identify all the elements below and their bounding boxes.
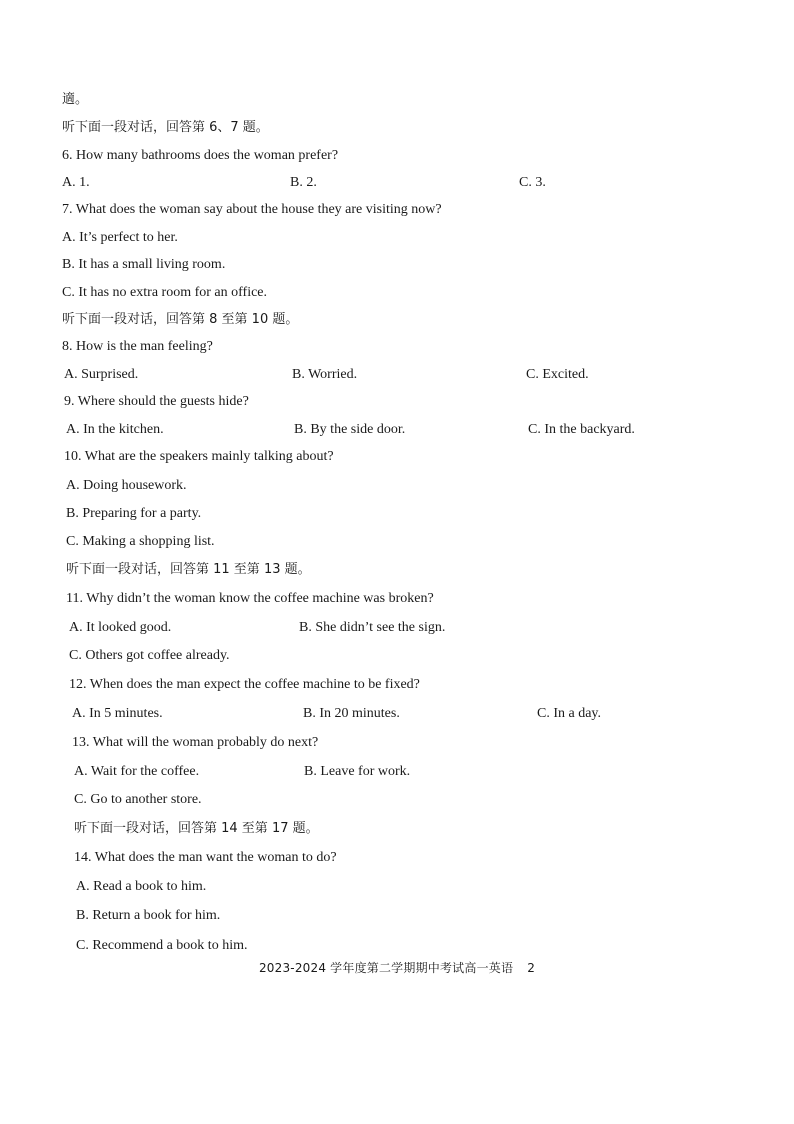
section-instruction-14-17: 听下面一段对话，回答第 14 至第 17 题。 <box>74 821 319 836</box>
option-9c: C. In the backyard. <box>528 422 635 437</box>
option-6c: C. 3. <box>519 175 546 190</box>
question-12: 12. When does the man expect the coffee machine to be fixed? <box>69 677 420 692</box>
option-7b: B. It has a small living room. <box>62 257 226 272</box>
option-10a: A. Doing housework. <box>66 478 187 493</box>
option-9a: A. In the kitchen. <box>66 422 164 437</box>
section-instruction-8-10: 听下面一段对话，回答第 8 至第 10 题。 <box>62 312 299 327</box>
option-14c: C. Recommend a book to him. <box>76 938 248 953</box>
option-11c: C. Others got coffee already. <box>69 648 230 663</box>
option-13c: C. Go to another store. <box>74 792 202 807</box>
option-10c: C. Making a shopping list. <box>66 534 215 549</box>
option-8b: B. Worried. <box>292 367 358 382</box>
option-8a: A. Surprised. <box>64 367 139 382</box>
question-7: 7. What does the woman say about the house they are visiting now? <box>62 202 442 217</box>
question-8: 8. How is the man feeling? <box>62 339 213 354</box>
option-14b: B. Return a book for him. <box>76 908 221 923</box>
page-number: 2 <box>527 961 536 975</box>
option-8c: C. Excited. <box>526 367 589 382</box>
question-9: 9. Where should the guests hide? <box>64 394 249 409</box>
question-13: 13. What will the woman probably do next? <box>72 735 319 750</box>
question-14: 14. What does the man want the woman to do? <box>74 850 337 865</box>
option-6b: B. 2. <box>290 175 317 190</box>
option-6a: A. 1. <box>62 175 90 190</box>
section-instruction-6-7: 听下面一段对话，回答第 6、7 题。 <box>62 120 269 135</box>
continued-text: 適。 <box>62 92 89 107</box>
option-9b: B. By the side door. <box>294 422 406 437</box>
option-11a: A. It looked good. <box>69 620 172 635</box>
option-12a: A. In 5 minutes. <box>72 706 163 721</box>
section-instruction-11-13: 听下面一段对话，回答第 11 至第 13 题。 <box>66 562 311 577</box>
option-11b: B. She didn’t see the sign. <box>299 620 446 635</box>
option-14a: A. Read a book to him. <box>76 879 207 894</box>
option-7a: A. It’s perfect to her. <box>62 230 178 245</box>
page-footer <box>0 959 794 976</box>
option-12c: C. In a day. <box>537 706 602 721</box>
question-6: 6. How many bathrooms does the woman prefer? <box>62 148 339 163</box>
question-10: 10. What are the speakers mainly talking about? <box>64 449 334 464</box>
option-7c: C. It has no extra room for an office. <box>62 285 268 300</box>
question-11: 11. Why didn’t the woman know the coffee machine was broken? <box>66 591 434 606</box>
footer-title: 2023-2024 学年度第二学期期中考试高一英语 <box>258 961 514 975</box>
option-12b: B. In 20 minutes. <box>303 706 400 721</box>
option-10b: B. Preparing for a party. <box>66 506 202 521</box>
option-13a: A. Wait for the coffee. <box>74 764 200 779</box>
option-13b: B. Leave for work. <box>304 764 411 779</box>
